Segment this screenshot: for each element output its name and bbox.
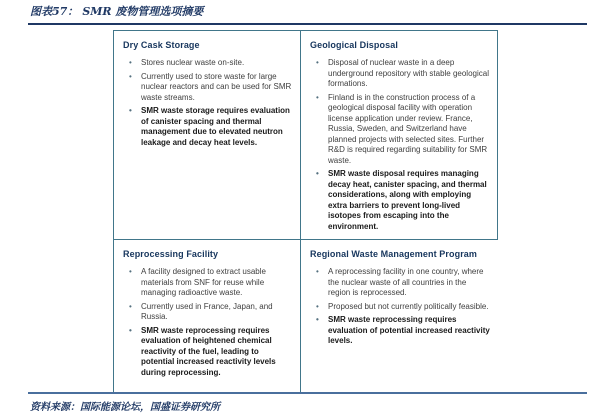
bullet-item: • Proposed but not currently politically feasible. (314, 302, 490, 313)
figure-title (30, 3, 203, 19)
bullet-item: • Stores nuclear waste on-site. (127, 58, 292, 69)
bullet-item: • SMR waste reprocessing requires evaluation of potential increased reactivity levels. (314, 315, 490, 347)
bullet-item: • SMR waste storage requires evaluation of canister spacing and thermal management due to elevated neutron leakage and decay heat levels. (127, 106, 292, 148)
bullet-item: • A reprocessing facility in one country, where the nuclear waste of all countries in the region is reprocessed. (314, 267, 490, 299)
bullet-item: • SMR waste disposal requires managing decay heat, canister spacing, and thermal considerations, along with employing extra barriers to prevent long-lived isotopes from escaping into the environment. (314, 169, 489, 232)
bullet-item: • Currently used in France, Japan, and Russia. (127, 302, 292, 323)
bullet-item: • SMR waste reprocessing requires evaluation of heightened chemical reactivity of the fuel, leading to potential increased reactivity levels during reprocessing. (127, 326, 292, 379)
cell-header: Dry Cask Storage (123, 40, 200, 50)
bullet-list (114, 267, 300, 378)
cell-geological-disposal (301, 30, 498, 240)
cell-header: Regional Waste Management Program (310, 249, 478, 259)
bullet-item: • A facility designed to extract usable materials from SNF for reuse while managing radioactive waste. (127, 267, 292, 299)
bullet-list (301, 267, 498, 347)
waste-options-table (113, 30, 498, 393)
source-note: 资料来源：国际能源论坛，国盛证券研究所 (30, 402, 220, 413)
cell-reprocessing-facility (114, 240, 301, 393)
bullet-item: • Currently used to store waste for large nuclear reactors and can be used for SMR waste streams. (127, 72, 292, 104)
bullet-item: • Disposal of nuclear waste in a deep underground repository with stable geological formations. (314, 58, 489, 90)
cell-dry-cask-storage (114, 30, 301, 240)
figure-title-text: SMR 废物管理选项摘要 (82, 5, 204, 18)
bullet-list (114, 58, 300, 148)
cell-regional-waste-management-program (301, 240, 498, 393)
title-divider-rule (28, 23, 587, 25)
cell-header: Geological Disposal (310, 40, 398, 50)
bullet-item: • Finland is in the construction process of a geological disposal facility with operation license application under review. France, Russia, Sweden, and Switzerland have planned projects with selected sites. Further R&D is required regarding suitability for SMR waste. (314, 93, 489, 167)
figure-number-label: 图表57： (30, 5, 79, 18)
bullet-list (301, 58, 497, 232)
footer-divider-rule (28, 392, 587, 394)
cell-header: Reprocessing Facility (123, 249, 219, 259)
